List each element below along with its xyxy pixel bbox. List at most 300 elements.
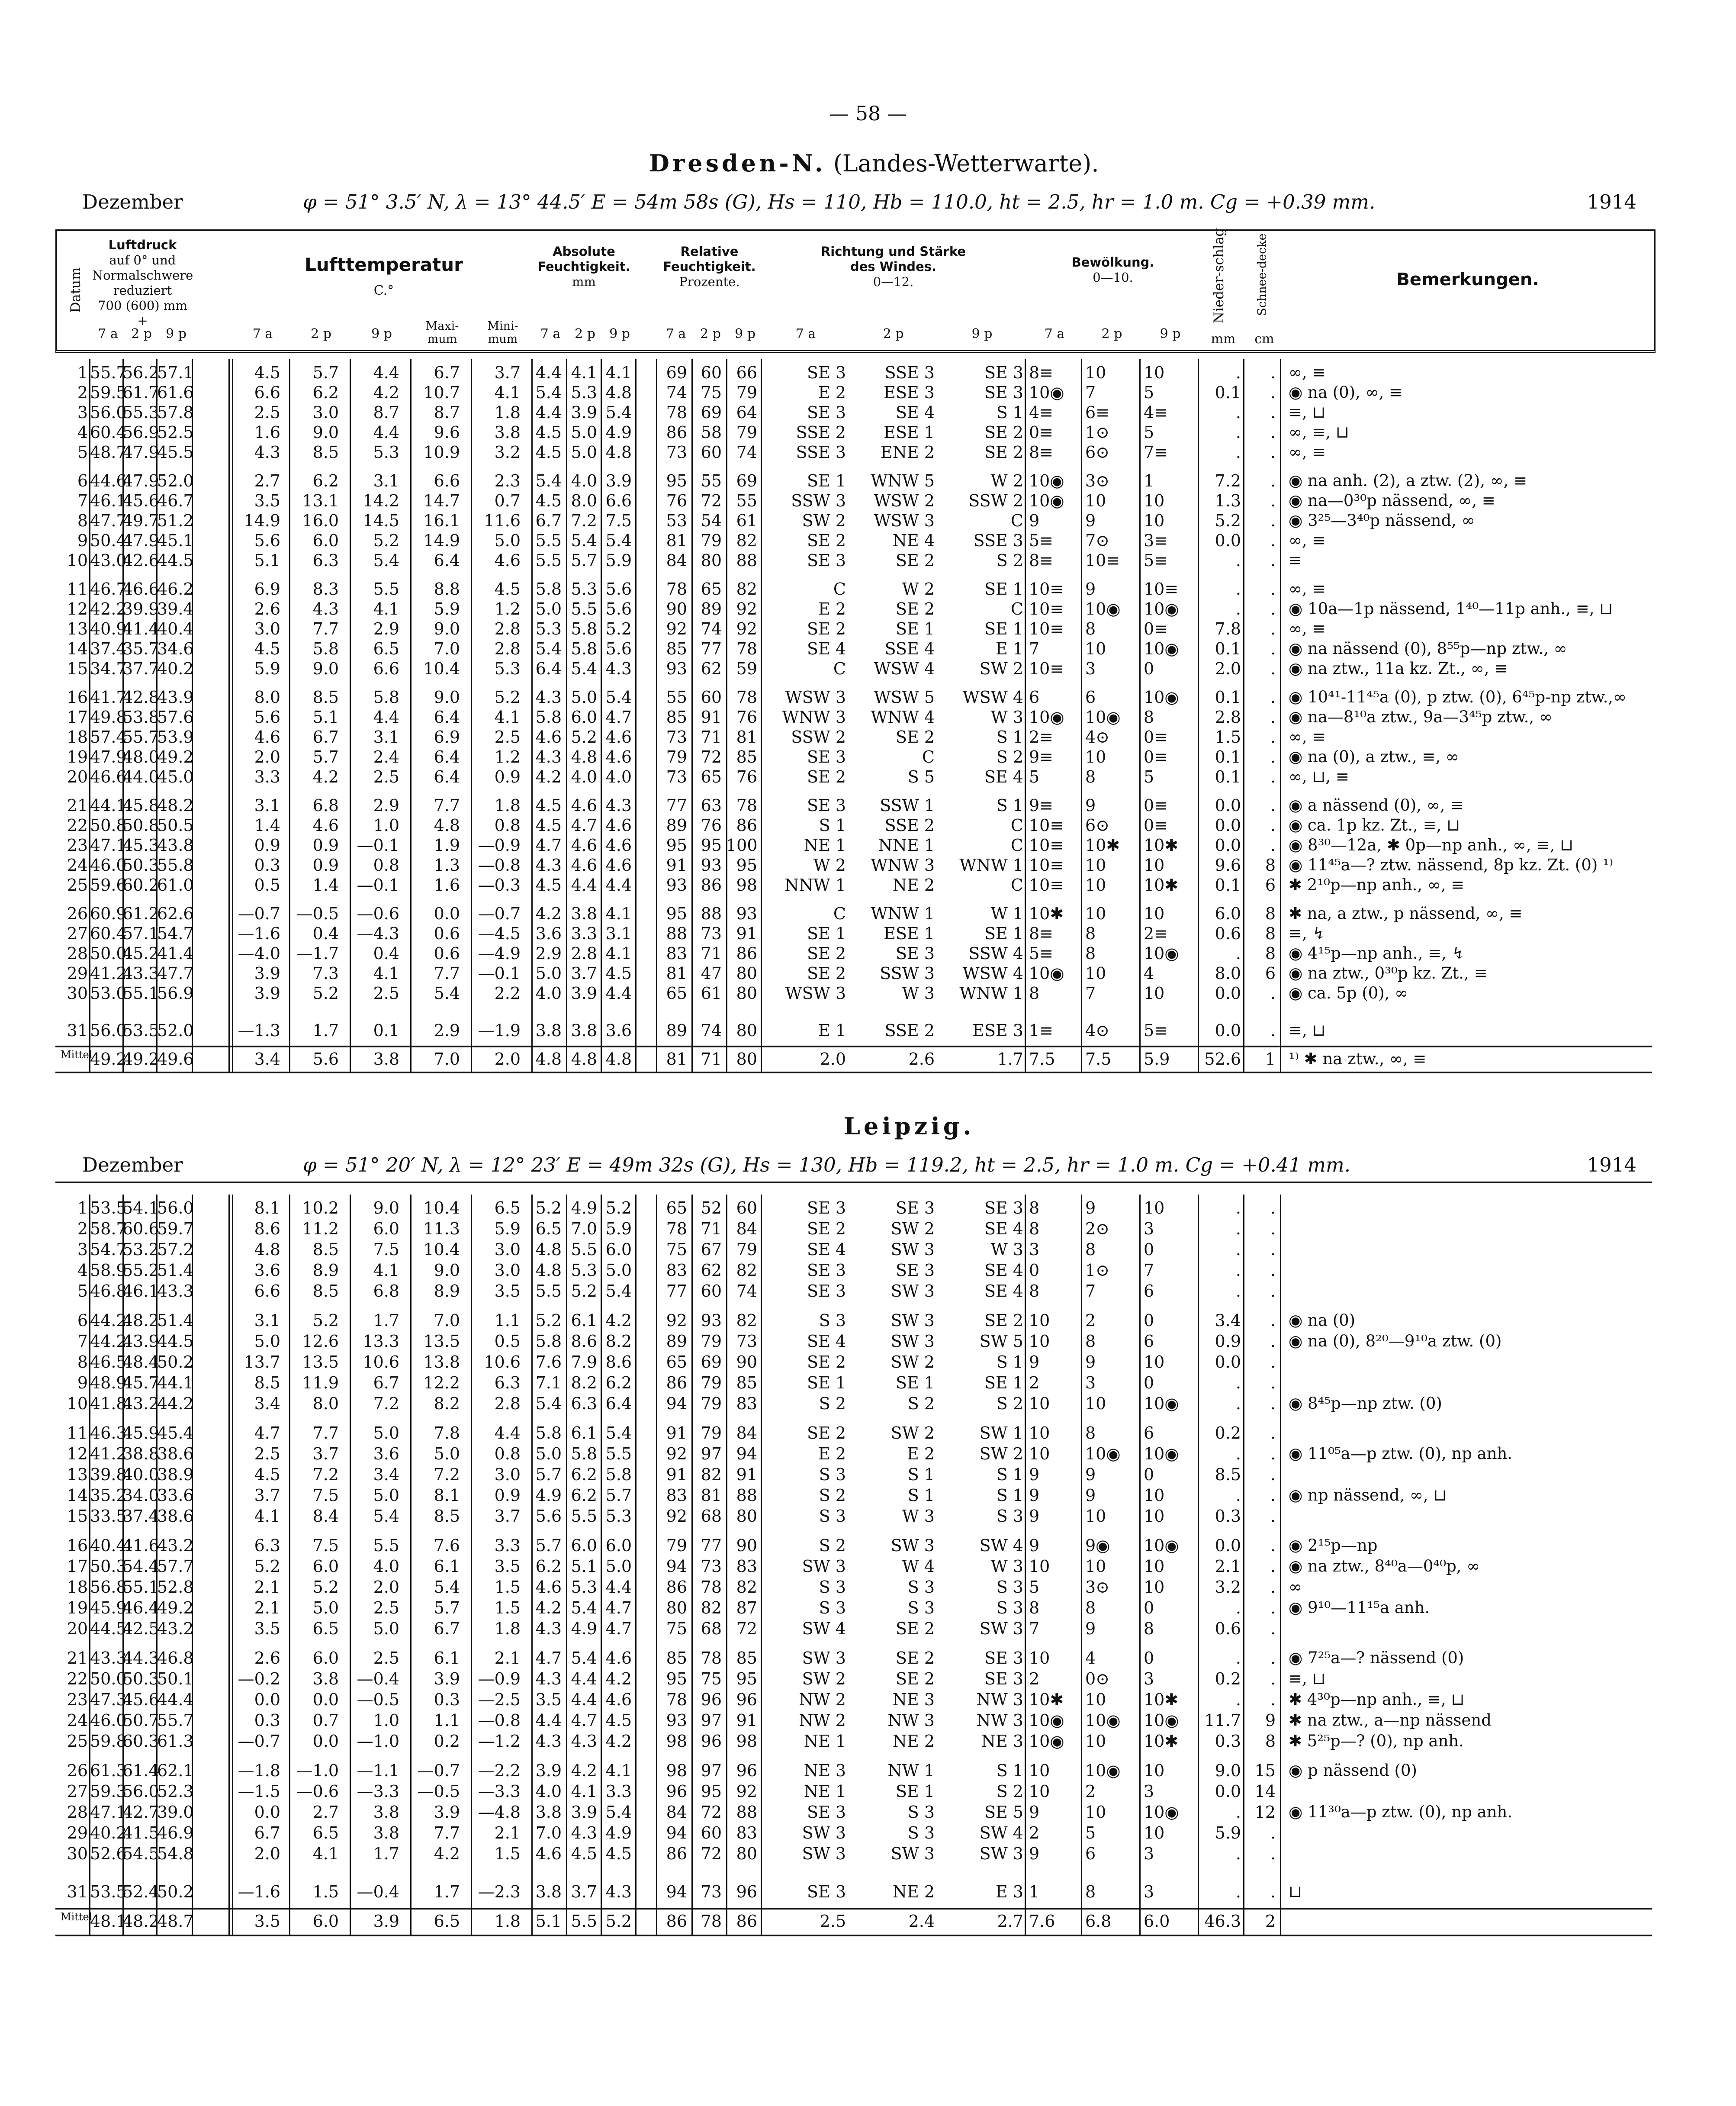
- absolute-humidity-header: Absolute Feuchtigkeit. mm: [537, 244, 630, 289]
- wind-cell: SE 1: [895, 619, 935, 638]
- temperature-cell: 1.7: [373, 1311, 399, 1330]
- wind-cell: SE 2: [984, 423, 1023, 442]
- datum-cell: 16: [67, 688, 88, 707]
- temperature-cell: 8.1: [254, 1198, 280, 1217]
- remark-cell: ◉ na ztw., 11a kz. Zt., ∞, ≡: [1289, 659, 1508, 678]
- cloud-cell: 9: [1029, 1486, 1040, 1505]
- wind-cell: C: [922, 747, 935, 766]
- rel-humidity-cell: 92: [736, 1782, 757, 1801]
- rel-humidity-cell: 78: [701, 1649, 722, 1668]
- pressure-cell: 50.8: [90, 816, 127, 835]
- snow-cell: .: [1270, 1486, 1276, 1505]
- rel-humidity-cell: 62: [701, 1261, 722, 1280]
- abs-humidity-cell: 4.9: [605, 423, 632, 442]
- temperature-cell: 4.5: [254, 363, 280, 382]
- precipitation-cell: 1.5: [1215, 728, 1241, 747]
- precipitation-cell: 3.4: [1215, 1311, 1241, 1330]
- remark-cell: ≡, ⊔: [1289, 403, 1326, 422]
- cloud-cell: 7.6: [1029, 1912, 1055, 1931]
- temperature-cell: 8.5: [254, 1373, 280, 1392]
- pressure-cell: 44.5: [157, 1332, 194, 1351]
- wind-cell: C: [833, 580, 846, 599]
- remark-cell: ◉ 4¹⁵p—np anh., ≡, ↯: [1289, 944, 1465, 963]
- datum-cell: 21: [67, 796, 88, 815]
- cloud-cell: 10: [1144, 363, 1165, 382]
- table-row: [55, 875, 1652, 895]
- cloud-cell: 10≡: [1029, 619, 1064, 638]
- cloud-cell: 8: [1144, 708, 1154, 727]
- rel-humidity-cell: 86: [666, 1373, 687, 1392]
- temperature-cell: —0.5: [296, 904, 339, 923]
- cloud-cell: 7: [1085, 984, 1096, 1003]
- precipitation-cell: 0.1: [1215, 876, 1241, 895]
- precipitation-cell: .: [1235, 1486, 1241, 1505]
- temperature-cell: 4.4: [373, 423, 399, 442]
- rel-humidity-cell: 85: [666, 639, 687, 658]
- remark-cell: ∞, ≡: [1289, 580, 1326, 598]
- dresden-table: [55, 359, 1652, 1073]
- wind-cell: C: [1010, 511, 1023, 530]
- temperature-cell: 3.5: [494, 1557, 521, 1576]
- temperature-cell: 2.0: [254, 747, 280, 766]
- wind-cell: SE 1: [895, 1782, 935, 1801]
- temperature-cell: —1.5: [238, 1782, 280, 1801]
- cloud-cell: 2: [1029, 1669, 1040, 1688]
- pressure-cell: 53.8: [122, 708, 159, 727]
- abs-humidity-cell: 4.6: [605, 836, 632, 855]
- pressure-cell: 61.0: [157, 876, 194, 895]
- abs-humidity-cell: 4.6: [535, 728, 562, 747]
- rel-humidity-cell: 76: [736, 767, 757, 786]
- pressure-cell: 53.9: [157, 728, 194, 747]
- temperature-cell: 11.3: [423, 1219, 460, 1238]
- temperature-cell: 10.4: [423, 659, 460, 678]
- abs-humidity-cell: 5.2: [605, 619, 632, 638]
- cloud-cell: 4≡: [1144, 403, 1168, 422]
- pressure-cell: 47.1: [90, 836, 127, 855]
- remark-cell: ◉ p nässend (0): [1289, 1761, 1417, 1780]
- cloud-cell: 7: [1144, 1261, 1154, 1280]
- cloud-cell: 10: [1144, 904, 1165, 923]
- pressure-cell: 46.7: [90, 580, 127, 599]
- datum-cell: 4: [77, 1261, 88, 1280]
- temperature-cell: 1.5: [312, 1882, 339, 1901]
- temperature-cell: 5.5: [373, 1536, 399, 1555]
- pressure-cell: 50.2: [157, 1882, 194, 1901]
- rel-humidity-cell: 91: [736, 924, 757, 943]
- datum-cell: 21: [67, 1649, 88, 1668]
- temperature-cell: 4.6: [494, 551, 521, 570]
- temperature-cell: 1.4: [312, 876, 339, 895]
- abs-humidity-cell: 3.3: [571, 924, 597, 943]
- datum-cell: 28: [67, 944, 88, 963]
- wind-cell: NE 1: [804, 1732, 846, 1751]
- rel-humidity-cell: 81: [736, 728, 757, 747]
- abs-humidity-cell: 5.2: [535, 1311, 562, 1330]
- rel-humidity-cell: 86: [736, 944, 757, 963]
- cloud-cell: 0: [1029, 1261, 1040, 1280]
- temperature-cell: 1.5: [494, 1598, 521, 1617]
- datum-cell: 15: [67, 659, 88, 678]
- remark-cell: ◉ 9¹⁰—11¹⁵a anh.: [1289, 1598, 1430, 1617]
- abs-humidity-cell: 8.2: [605, 1332, 632, 1351]
- cloud-cell: 10: [1144, 1578, 1165, 1597]
- temperature-cell: 13.5: [423, 1332, 460, 1351]
- precipitation-cell: 0.0: [1215, 816, 1241, 835]
- temperature-cell: 6.4: [434, 708, 460, 727]
- temperature-cell: 1.8: [494, 403, 521, 422]
- cloud-cell: 10: [1144, 1823, 1165, 1842]
- pressure-cell: 45.2: [122, 944, 159, 963]
- temperature-cell: 3.8: [373, 1823, 399, 1842]
- datum-cell: 13: [67, 619, 88, 638]
- rel-humidity-cell: 85: [736, 1649, 757, 1668]
- abs-humidity-cell: 4.6: [535, 1578, 562, 1597]
- temperature-cell: 8.6: [254, 1219, 280, 1238]
- rel-humidity-cell: 61: [701, 984, 722, 1003]
- pressure-cell: 62.1: [157, 1761, 194, 1780]
- abs-humidity-cell: 4.5: [535, 491, 562, 510]
- snow-cell: .: [1270, 1844, 1276, 1863]
- rel-humidity-cell: 69: [666, 363, 687, 382]
- snow-cell: .: [1270, 1332, 1276, 1351]
- cloud-cell: 4: [1144, 964, 1154, 983]
- rel-humidity-cell: 85: [736, 1373, 757, 1392]
- cloud-cell: 3: [1144, 1882, 1154, 1901]
- precipitation-cell: 3.2: [1215, 1578, 1241, 1597]
- precipitation-cell: 5.9: [1215, 1823, 1241, 1842]
- temperature-cell: 0.8: [494, 816, 521, 835]
- cloud-cell: 10: [1144, 984, 1165, 1003]
- temperature-cell: 3.9: [434, 1669, 460, 1688]
- temperature-cell: 5.2: [494, 688, 521, 707]
- cloud-cell: 10: [1144, 511, 1165, 530]
- wind-cell: SE 5: [984, 1803, 1023, 1822]
- pressure-cell: 61.6: [157, 383, 194, 402]
- rel-humidity-cell: 92: [736, 599, 757, 618]
- wind-cell: SW 4: [802, 1619, 846, 1638]
- temperature-cell: 1.5: [494, 1578, 521, 1597]
- cloud-cell: 10: [1144, 1557, 1165, 1576]
- temperature-cell: 3.9: [254, 984, 280, 1003]
- rel-humidity-cell: 88: [701, 904, 722, 923]
- wind-cell: WSW 2: [874, 491, 935, 510]
- remark-cell: ∞, ≡: [1289, 443, 1326, 461]
- abs-humidity-cell: 5.4: [605, 1803, 632, 1822]
- cloud-cell: 8: [1029, 1219, 1040, 1238]
- temperature-cell: 0.9: [494, 1486, 521, 1505]
- datum-cell: 25: [67, 876, 88, 895]
- wind-cell: S 2: [819, 1486, 846, 1505]
- abs-humidity-cell: 4.1: [605, 1761, 632, 1780]
- abs-humidity-cell: 5.0: [605, 1557, 632, 1576]
- temperature-cell: 2.2: [494, 984, 521, 1003]
- wind-cell: SE 3: [807, 551, 846, 570]
- relative-humidity-header: Relative Feuchtigkeit. Prozente.: [663, 244, 756, 289]
- cloud-cell: 10◉: [1144, 688, 1179, 707]
- datum-cell: 16: [67, 1536, 88, 1555]
- pressure-cell: 50.0: [90, 1669, 127, 1688]
- temperature-cell: 6.0: [312, 531, 339, 550]
- rel-humidity-cell: 78: [666, 580, 687, 599]
- datum-cell: 10: [67, 1394, 88, 1413]
- rel-humidity-cell: 90: [736, 1352, 757, 1372]
- abs-humidity-cell: 4.4: [535, 403, 562, 422]
- rel-humidity-cell: 94: [666, 1882, 687, 1901]
- datum-cell: 2: [77, 1219, 88, 1238]
- abs-humidity-cell: 5.4: [535, 471, 562, 490]
- wind-cell: W 3: [990, 1240, 1023, 1259]
- precipitation-cell: 6.0: [1215, 904, 1241, 923]
- snow-cell: .: [1270, 1598, 1276, 1617]
- precipitation-cell: .: [1235, 1882, 1241, 1901]
- temperature-cell: 4.4: [373, 708, 399, 727]
- temperature-cell: 0.0: [254, 1803, 280, 1822]
- column-header: [55, 229, 1656, 353]
- abs-humidity-cell: 4.7: [605, 1619, 632, 1638]
- pressure-cell: 45.7: [122, 1373, 159, 1392]
- temperature-cell: 0.8: [373, 856, 399, 875]
- table-row: [55, 795, 1652, 815]
- temperature-cell: 1.8: [494, 1619, 521, 1638]
- temperature-cell: —4.9: [478, 944, 521, 963]
- wind-cell: SE 2: [807, 619, 846, 638]
- temperature-cell: 8.5: [312, 443, 339, 462]
- remark-cell: ◉ 11⁰⁵a—p ztw. (0), np anh.: [1289, 1444, 1513, 1463]
- abs-humidity-cell: 4.1: [571, 363, 597, 382]
- temperature-cell: 8.3: [312, 580, 339, 599]
- cloud-cell: 1: [1144, 471, 1154, 490]
- mean-separator: [55, 1908, 1652, 1910]
- precipitation-cell: 0.0: [1215, 531, 1241, 550]
- wind-cell: SE 3: [807, 1803, 846, 1822]
- table-row: [55, 1485, 1652, 1505]
- cloud-cell: 1: [1029, 1882, 1040, 1901]
- temperature-cell: 1.0: [373, 816, 399, 835]
- station-title-leipzig: Leipzig.: [844, 1112, 975, 1140]
- temperature-cell: 2.0: [494, 1050, 521, 1069]
- wind-cell: SE 3: [984, 1198, 1023, 1217]
- temperature-cell: —0.7: [478, 904, 521, 923]
- abs-humidity-cell: 5.1: [571, 1557, 597, 1576]
- cloud-cell: 10: [1029, 1332, 1050, 1351]
- remark-cell: ◉ na anh. (2), a ztw. (2), ∞, ≡: [1289, 471, 1527, 490]
- cloud-cell: 9: [1085, 1619, 1096, 1638]
- cloud-cell: 8≡: [1029, 443, 1054, 462]
- cloud-cell: 0: [1144, 659, 1154, 678]
- cloud-cell: 10◉: [1144, 1444, 1179, 1463]
- rel-humidity-cell: 76: [701, 816, 722, 835]
- rel-humidity-cell: 55: [701, 471, 722, 490]
- abs-humidity-cell: 5.4: [571, 531, 597, 550]
- temperature-cell: 0.3: [434, 1690, 460, 1709]
- pressure-cell: 60.4: [90, 423, 127, 442]
- wind-cell: C: [1010, 876, 1023, 895]
- temperature-cell: 6.7: [373, 1373, 399, 1392]
- pressure-cell: 60.4: [90, 924, 127, 943]
- rel-humidity-cell: 72: [701, 747, 722, 766]
- temperature-cell: 2.4: [373, 747, 399, 766]
- rel-humidity-cell: 96: [736, 1761, 757, 1780]
- cloud-cell: 5: [1029, 767, 1040, 786]
- wind-cell: SE 3: [984, 1649, 1023, 1668]
- wind-cell: 1.7: [997, 1050, 1023, 1069]
- wind-cell: S 3: [996, 1507, 1023, 1526]
- rel-humidity-cell: 86: [666, 1578, 687, 1597]
- abs-humidity-cell: 5.7: [571, 551, 597, 570]
- temperature-cell: 1.5: [494, 1844, 521, 1863]
- wind-cell: WSW 5: [874, 688, 935, 707]
- mean-row: [55, 1049, 1652, 1069]
- temperature-cell: 0.1: [373, 1021, 399, 1040]
- temperature-cell: 13.8: [423, 1352, 460, 1372]
- rel-humidity-cell: 93: [666, 876, 687, 895]
- temperature-cell: 2.5: [373, 1598, 399, 1617]
- temperature-cell: 13.7: [244, 1352, 280, 1372]
- snow-cell: .: [1270, 1557, 1276, 1576]
- temperature-cell: —0.9: [478, 836, 521, 855]
- rel-humidity-cell: 66: [736, 363, 757, 382]
- snow-cell: .: [1270, 1219, 1276, 1238]
- temperature-cell: 0.0: [312, 1690, 339, 1709]
- rel-humidity-cell: 91: [666, 1423, 687, 1443]
- rel-humidity-cell: 95: [666, 836, 687, 855]
- cloud-cell: 8: [1029, 1198, 1040, 1217]
- precipitation-cell: 0.0: [1215, 836, 1241, 855]
- cloud-cell: 10◉: [1144, 599, 1179, 618]
- abs-humidity-cell: 5.0: [571, 688, 597, 707]
- temperature-cell: 13.3: [363, 1332, 399, 1351]
- wind-cell: SE 3: [807, 1282, 846, 1301]
- cloud-cell: 10◉: [1029, 491, 1064, 510]
- pressure-cell: 50.3: [90, 1557, 127, 1576]
- cloud-cell: 9: [1085, 1352, 1096, 1372]
- wind-cell: SE 2: [895, 1669, 935, 1688]
- table-row: [55, 442, 1652, 462]
- abs-humidity-cell: 4.6: [535, 1844, 562, 1863]
- remark-cell: ◉ a nässend (0), ∞, ≡: [1289, 796, 1464, 815]
- temperature-cell: 5.2: [373, 531, 399, 550]
- temperature-cell: 10.6: [484, 1352, 521, 1372]
- rel-humidity-cell: 68: [701, 1619, 722, 1638]
- wind-cell: SW 4: [979, 1823, 1023, 1842]
- datum-cell: 3: [77, 1240, 88, 1259]
- bemerkungen-header: Bemerkungen.: [1396, 270, 1539, 290]
- precipitation-cell: .: [1235, 551, 1241, 570]
- rel-humidity-cell: 93: [701, 1311, 722, 1330]
- rel-humidity-cell: 64: [736, 403, 757, 422]
- rel-humidity-cell: 73: [701, 1557, 722, 1576]
- wind-cell: SE 2: [895, 551, 935, 570]
- rel-humidity-cell: 97: [701, 1711, 722, 1730]
- pressure-cell: 54.7: [90, 1240, 127, 1259]
- datum-cell: 6: [77, 471, 88, 490]
- temperature-cell: —1.6: [238, 1882, 280, 1901]
- pressure-cell: 41.5: [122, 1823, 159, 1842]
- pressure-cell: 41.8: [90, 1394, 127, 1413]
- temperature-cell: 4.1: [373, 964, 399, 983]
- abs-humidity-cell: 4.5: [535, 796, 562, 815]
- pressure-cell: 44.1: [90, 796, 127, 815]
- wind-cell: SSE 2: [884, 1021, 935, 1040]
- temperature-cell: 6.6: [373, 659, 399, 678]
- cloud-cell: 9: [1029, 1465, 1040, 1484]
- rel-humidity-cell: 79: [666, 1536, 687, 1555]
- wind-cell: NNW 1: [784, 876, 846, 895]
- pressure-cell: 62.6: [157, 904, 194, 923]
- temperature-cell: 6.5: [434, 1912, 460, 1931]
- cloud-cell: 10✱: [1085, 836, 1120, 855]
- abs-humidity-cell: 4.5: [535, 816, 562, 835]
- wind-cell: S 1: [996, 796, 1023, 815]
- snow-cell: .: [1270, 423, 1276, 442]
- pressure-cell: 59.5: [90, 383, 127, 402]
- abs-humidity-cell: 4.3: [535, 1619, 562, 1638]
- cloud-cell: 6≡: [1085, 403, 1110, 422]
- snow-cell: .: [1270, 1465, 1276, 1484]
- pressure-cell: 47.9: [122, 471, 159, 490]
- temperature-cell: 4.8: [434, 816, 460, 835]
- wind-cell: C: [833, 904, 846, 923]
- abs-humidity-cell: 4.7: [571, 1711, 597, 1730]
- remark-cell: ≡, ⊔: [1289, 1021, 1326, 1040]
- pressure-cell: 41.2: [90, 1444, 127, 1463]
- table-row: [55, 1598, 1652, 1618]
- pressure-cell: 60.2: [122, 876, 159, 895]
- pressure-cell: 44.3: [122, 1649, 159, 1668]
- temperature-cell: —0.2: [238, 1669, 280, 1688]
- temperature-cell: 6.2: [312, 471, 339, 490]
- cloud-cell: 10: [1029, 1782, 1050, 1801]
- cloud-cell: 7: [1029, 1619, 1040, 1638]
- cloud-cell: 1⊙: [1085, 1261, 1110, 1280]
- snow-cell: .: [1270, 580, 1276, 599]
- wind-cell: SW 3: [802, 1823, 846, 1842]
- rel-humidity-cell: 79: [701, 531, 722, 550]
- temperature-cell: 3.8: [373, 1803, 399, 1822]
- cloud-cell: 10◉: [1085, 708, 1121, 727]
- cloud-cell: 9: [1029, 1352, 1040, 1372]
- datum-cell: 6: [77, 1311, 88, 1330]
- datum-cell: 9: [77, 531, 88, 550]
- rel-humidity-cell: 73: [701, 924, 722, 943]
- cloud-cell: 0: [1144, 1649, 1154, 1668]
- table-row: [55, 1731, 1652, 1751]
- rel-humidity-cell: 85: [736, 747, 757, 766]
- rel-humidity-cell: 72: [701, 1803, 722, 1822]
- cloud-cell: 0: [1144, 1465, 1154, 1484]
- abs-humidity-cell: 4.2: [605, 1669, 632, 1688]
- cloud-cell: 10◉: [1029, 708, 1064, 727]
- abs-humidity-cell: 5.7: [535, 1465, 562, 1484]
- datum-cell: 27: [67, 1782, 88, 1801]
- datum-cell: 14: [67, 1486, 88, 1505]
- wind-cell: SW 2: [802, 511, 846, 530]
- cloud-cell: 9: [1085, 796, 1096, 815]
- temperature-cell: 12.2: [423, 1373, 460, 1392]
- wind-cell: SW 3: [891, 1311, 935, 1330]
- abs-humidity-cell: 4.4: [535, 1711, 562, 1730]
- rel-humidity-cell: 94: [666, 1823, 687, 1842]
- pressure-cell: 55.7: [157, 1711, 194, 1730]
- wind-cell: S 3: [819, 1507, 846, 1526]
- pressure-cell: 51.4: [157, 1261, 194, 1280]
- rel-humidity-cell: 58: [701, 423, 722, 442]
- pressure-cell: 43.0: [90, 551, 127, 570]
- wind-cell: 2.6: [908, 1050, 935, 1069]
- abs-humidity-cell: 5.8: [571, 1444, 597, 1463]
- wind-cell: SSW 4: [968, 944, 1023, 963]
